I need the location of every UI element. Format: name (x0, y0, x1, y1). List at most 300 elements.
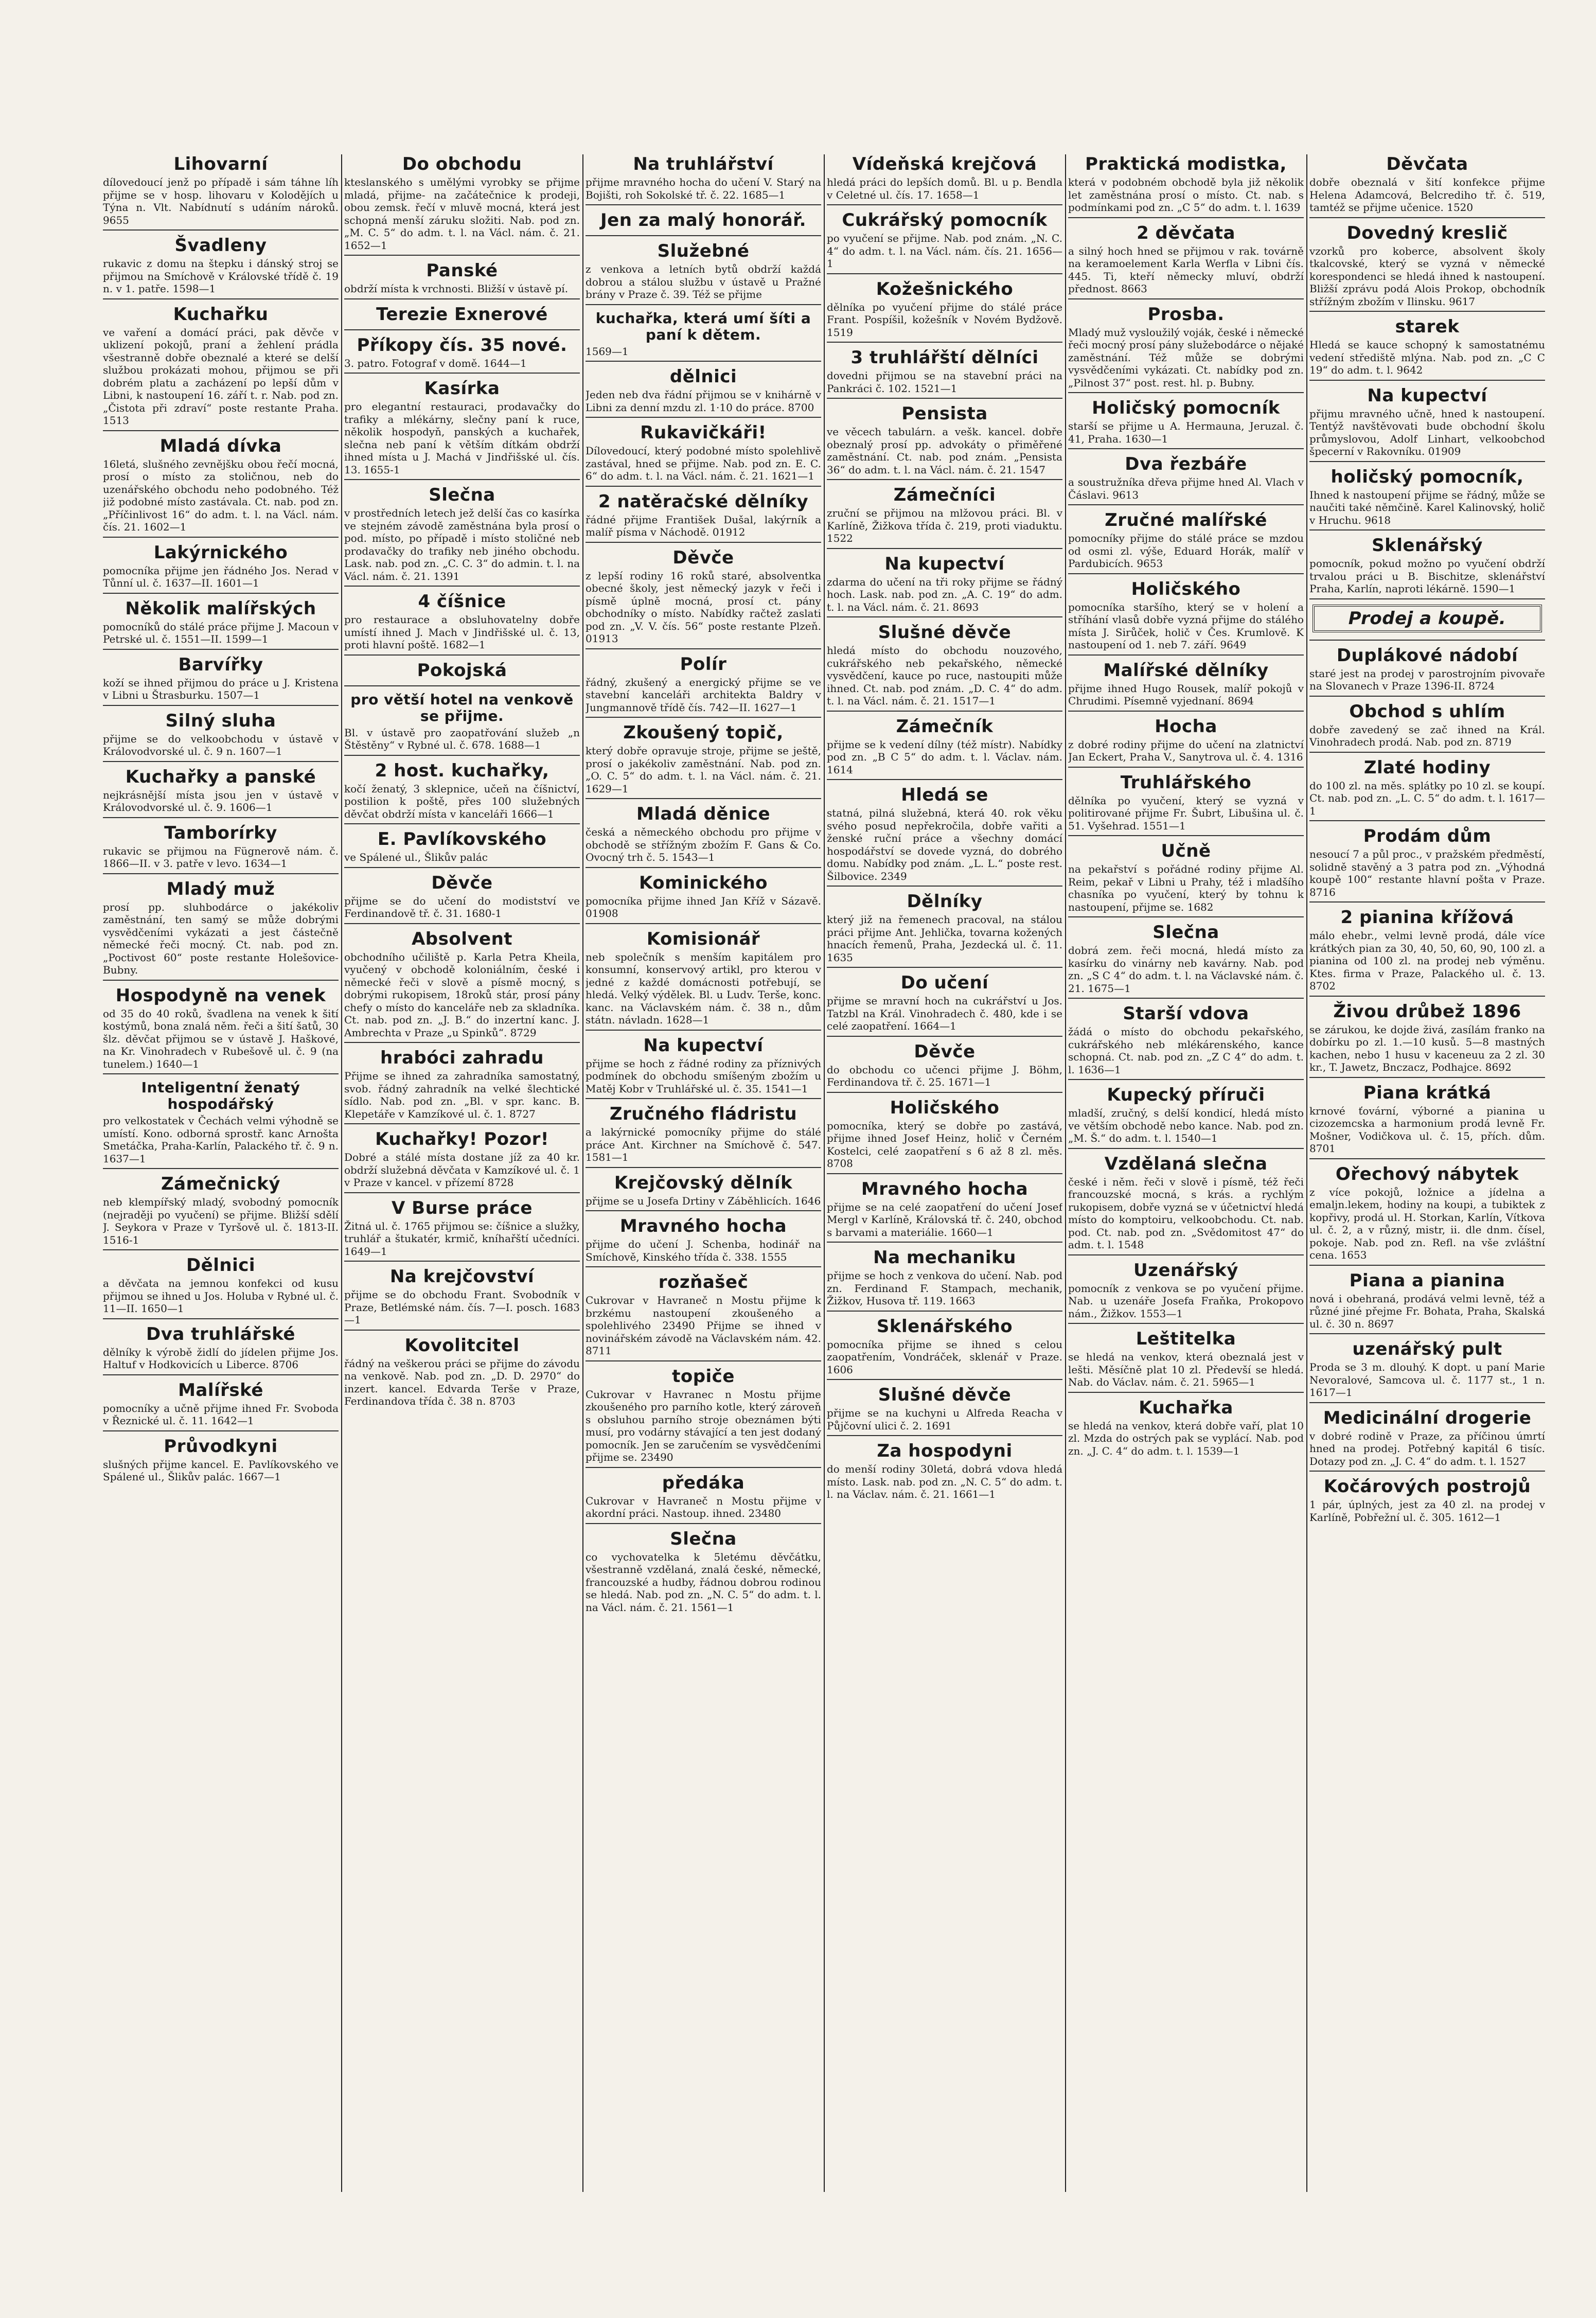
ad-heading: Děvče (914, 1041, 976, 1062)
classified-ad (827, 717, 1062, 781)
ad-text: ve věcech tabulárn. a vešk. kancel. dobře obeznalý prosí pp. advokáty o přiměřené zaměstnání. Ct. nab. pod znám. „Pensista 36“ do adm. t. l. na Václ. nám. č. 21. 1547 (827, 426, 1062, 476)
ad-text: přijme se do obchodu Frant. Svobodník v Praze, Betlémské nám. čís. 7—I. posch. 1683—1 (344, 1288, 580, 1326)
classified-ad (1068, 841, 1304, 917)
classified-ad (586, 154, 821, 205)
classified-ad (1309, 758, 1545, 822)
ad-text: přijme ihned Hugo Rousek, malíř pokojů v Chrudimi. Písemně vyjednaní. 8694 (1068, 682, 1304, 707)
classified-ad (1309, 702, 1545, 753)
ad-heading: Zručného fládristu (609, 1104, 797, 1124)
ad-text: neb klempířský mladý, svobodný pomocník (nejraději po vyučení) se přijme. Bližší sdělí J. Seykora v Praze v Tyršově ul. č. 1813-II. 1516-1 (103, 1196, 339, 1246)
ad-text: Jeden neb dva řádní přijmou se v knihárně v Libni za denní mzdu zl. 1·10 do práce. 8700 (586, 388, 821, 414)
classified-ad (103, 236, 339, 299)
column-rule (341, 154, 342, 2192)
classified-ad (827, 623, 1062, 712)
ad-heading: Pensista (901, 403, 988, 424)
ad-text: do menší rodiny 30letá, dobrá vdova hledá místo. Lask. nab. pod zn. „N. C. 5“ do adm. t. l. na Václav. nám. č. 21. 1661—1 (827, 1463, 1062, 1500)
ad-heading: Dva truhlářské (146, 1323, 295, 1344)
ad-text: přijme se na kuchyni u Alfreda Reacha v Půjčovní ulici č. 2. 1691 (827, 1407, 1062, 1432)
classified-ad (1068, 454, 1304, 505)
classified-ad (827, 348, 1062, 399)
ad-heading: Slečna (429, 485, 495, 505)
classified-ad (103, 599, 339, 650)
ad-heading: Vídeňská krejčová (852, 154, 1037, 174)
ad-heading: Holičského (890, 1097, 1000, 1118)
classified-ad (1068, 773, 1304, 837)
ad-heading: Dovedný kreslič (1346, 222, 1508, 243)
ad-heading: Do obchodu (402, 154, 522, 174)
classified-ad (1068, 1154, 1304, 1255)
ad-heading: 2 natěračské dělníky (598, 491, 809, 512)
ad-text: Hledá se kauce schopný k samostatnému vedení střediště mlýna. Nab. pod zn. „C C 19“ do adm. t. l. 9642 (1309, 339, 1545, 376)
ad-text: žádá o místo do obchodu pekařského, cukrářského neb mlékárenského, kance schopná. Ct. nab. pod zn. „Z C 4“ do adm. t. l. 1636—1 (1068, 1025, 1304, 1076)
ad-heading: Starší vdova (1123, 1003, 1249, 1024)
classified-ad (1068, 1261, 1304, 1324)
classified-ad (586, 1529, 821, 1617)
ad-text: Dílovedoucí, který podobné místo spolehlivě zastával, hned se přijme. Nab. pod zn. E. C. 6“ do adm. t. l. na Václ. nám. č. 21. 1621—1 (586, 445, 821, 482)
ad-text: prosí pp. sluhbodárce o jakékoliv zaměstnání, ten samý se může dobrými vysvědčeními vykázati a jest částečně německé řeči mocný. Ct. nab. pod zn. „Poctivost 60“ poste restante Holešovice-Bubny. (103, 900, 339, 976)
ad-text: Cukrovar v Havraneč n Mostu přijme k brzkému nastoupení zkoušeného a spolehlivého 23490 Přijme se ihned v novinářském závodě na Václavském nám. 42. 8711 (586, 1294, 821, 1357)
ad-text: přijme se u Josefa Drtiny v Záběhlicích. 1646 (586, 1194, 821, 1207)
ad-text: 1 pár, úplných, jest za 40 zl. na prodej v Karlíně, Pobřežní ul. č. 305. 1612—1 (1309, 1498, 1545, 1524)
classified-ad (1309, 154, 1545, 218)
ad-heading: Prodám dům (1363, 826, 1492, 846)
column-3 (586, 154, 821, 2192)
column-rule (824, 154, 825, 2192)
ad-heading: Praktická modistka, (1085, 154, 1287, 174)
ad-heading: Tamborírky (164, 822, 277, 843)
classified-ad (1309, 1164, 1545, 1266)
classified-ad (586, 548, 821, 649)
column-rule (1306, 154, 1307, 2192)
ad-text: v prostředních letech jež delší čas co kasírka ve stejném závodě zaměstnána byla prosí o pod. místo, po případě i místo stoličné neb prodavačky do trafiky neb jiného obchodu. Lask. nab. pod zn. „C. C. 3“ do admin. t. l. na Václ. nám. č. 21. 1391 (344, 507, 580, 582)
classified-ad (1309, 536, 1545, 599)
ad-heading: Mravného hocha (861, 1178, 1028, 1199)
ad-heading: Švadleny (174, 235, 267, 256)
ad-heading: Mravného hocha (619, 1216, 787, 1236)
ad-heading: Služebné (657, 241, 750, 261)
classified-ad (586, 1216, 821, 1267)
ad-text: statná, pilná služebná, která 40. rok věku svého posud nepřekročila, dobře vařiti a ženské ruční práce a všechny domácí hospodářství se dovede vyzná, do dobrého domu. Nabídky pod znám. „L. L.“ poste rest. Šilbovice. 2349 (827, 807, 1062, 882)
ad-text: se hledá na venkov, která obeznalá jest v lešti. Měsíčně plat 10 zl. Předevší se hledá. Nab. do Václav. nám. č. 21. 5965—1 (1068, 1351, 1304, 1388)
classified-ad (827, 210, 1062, 274)
classified-ad (1309, 1339, 1545, 1403)
ad-heading: Na kupectví (884, 553, 1005, 574)
ad-text: pro velkostatek v Čechách velmi výhodně se umístí. Kono. odborná sprostř. kanc Arnošta Smetáčka, Praha-Karlín, Palackého tř. č. 9 n. 1637—1 (103, 1114, 339, 1165)
ad-heading: Jen za malý honorář. (600, 210, 807, 231)
classified-ad (103, 154, 339, 231)
ad-text: od 35 do 40 roků, švadlena na venek k šití kostýmů, bona znalá něm. řeči a šití šatů, 30 šlz. děvčat přijmou se v ústavě J. Haškové, na Kr. Vinohradech v Rubešově ul. č. 9 (na tunelem.) 1640—1 (103, 1007, 339, 1070)
ad-text: z lepší rodiny 16 roků staré, absolventka obecné školy, jest německý jazyk v řeči i písmě úplně mocná, prosí ct. pány obchodníky o místo. Nabídky račtež zaslati pod zn. „V. V. čís. 56“ poste restante Plzeň. 01913 (586, 569, 821, 645)
classified-ad (1068, 717, 1304, 768)
ad-text: přijme mravného hocha do učení V. Starý na Bojišti, roh Sokolské tř. č. 22. 1685—1 (586, 176, 821, 201)
ad-text: dělníka po vyučení přijme do stálé práce Frant. Pospíšil, kožešník v Novém Bydžově. 1519 (827, 300, 1062, 339)
ad-text: zruční se přijmou na mlžovou práci. Bl. v Karlíně, Žižkova třída č. 219, proti viaduktu. 1522 (827, 507, 1062, 544)
classified-ad (103, 1437, 339, 1487)
ad-heading: uzenářský pult (1352, 1339, 1502, 1359)
classified-ad (827, 279, 1062, 343)
ad-heading: Kominického (639, 872, 768, 893)
ad-heading: Rukavičkáři! (640, 422, 767, 443)
classified-ad (103, 823, 339, 874)
ad-heading: 4 číšnice (418, 591, 506, 612)
classified-ad (1068, 510, 1304, 574)
ad-text: česká a německého obchodu pro přijme v obchodě se střížným zbožím F. Gans & Co. Ovocný trh č. 5. 1543—1 (586, 826, 821, 863)
ad-text: pomocníka, který se dobře po zastává, přijme ihned Josef Heinz, holič v Černém Kostelci, celé zaopatření s 6 až 8 zl. měs. 8708 (827, 1119, 1062, 1170)
ad-heading: Truhlářského (1120, 772, 1252, 793)
ad-heading: Příkopy čís. 35 nové. (357, 334, 568, 356)
ad-heading: Malířské dělníky (1103, 660, 1269, 681)
classified-ad (586, 804, 821, 868)
classified-ad (344, 1336, 580, 1411)
ad-text: starší se přijme u A. Hermauna, Jeruzal. č. 41, Praha. 1630—1 (1068, 420, 1304, 445)
classified-ad (1068, 223, 1304, 299)
ad-text: přijme se hoch z řádné rodiny za příznivých podmínek do obchodu smíšeným zbožím u Matěj Kobr v Truhlářské ul. č. 35. 1541—1 (586, 1057, 821, 1095)
ad-text: kočí ženatý, 3 sklepnice, učeň na číšnictví, postilion k poště, přes 100 služebných děvčat obdrží místa v kanceláři 1666—1 (344, 782, 580, 820)
ad-heading: 2 pianina křížová (1340, 907, 1514, 928)
classified-ad (827, 1317, 1062, 1381)
ad-text: a lakýrnické pomocníky přijme do stálé práce Ant. Kirchner na Smíchově č. 547. 1581—1 (586, 1126, 821, 1163)
ad-heading: Cukrářský pomocník (842, 210, 1048, 231)
ad-heading: Děvčata (1386, 154, 1468, 174)
ad-text: pomocník, pokud možno po vyučení obdrží trvalou práci u B. Bischitze, sklenářství Praha, Karlín, naproti lékárně. 1590—1 (1309, 557, 1545, 595)
ad-text: dílovedoucí jenž po případě i sám táhne líh přijme se v hosp. lihovaru v Kolodějích u Týna n. Vlt. Nabídnutí s udáním nároků. 9655 (103, 176, 339, 226)
classified-ad (103, 436, 339, 538)
ad-text: pomocníků do stálé práce přijme J. Macoun v Petrské ul. č. 1551—II. 1599—1 (103, 620, 339, 645)
classified-ad (1068, 1398, 1304, 1461)
classified-ad (827, 1042, 1062, 1093)
classified-ad (586, 1272, 821, 1361)
ad-heading: Medicinální drogerie (1323, 1407, 1532, 1428)
ad-text: pomocník z venkova se po vyučení přijme. Nab. u uzenáře Josefa Fraňka, Prokopovo nám., Žižkov. 1553—1 (1068, 1282, 1304, 1320)
classified-ad (1309, 908, 1545, 997)
classified-ad (1068, 154, 1304, 218)
ad-heading: Kočárových postrojů (1323, 1476, 1531, 1497)
ad-text: a soustružníka dřeva přijme hned Al. Vlach v Čáslavi. 9613 (1068, 476, 1304, 501)
ad-text: na pekařství s pořádné rodiny přijme Al. Reim, pekař v Libni u Prahy, též i mladšího chasníka po vyučení, který by tohnu k nastoupení, přijme se. 1682 (1068, 863, 1304, 913)
ad-text: 1569—1 (586, 345, 629, 358)
ad-heading: Obchod s uhlím (1349, 701, 1505, 722)
classified-ad (344, 379, 580, 480)
ad-heading: kuchařka, která umí šíti a paní k dětem. (595, 309, 811, 343)
ad-heading: předáka (662, 1472, 745, 1493)
ad-heading: Leštitelka (1136, 1329, 1236, 1349)
ad-heading: Kuchařky! Pozor! (375, 1129, 549, 1149)
ad-text: z více pokojů, ložnice a jídelna a emaljn.lekem, hodiny na koupi, a tubiktek z kopřivy, prodá ul. H. Storkan, Karlín, Vítkova ul. č. 2, a v různý, mistr, ii. dle dnm. čísel, pokoje. Nab. pod zn. Refl. na vše zvláštní cena. 1653 (1309, 1185, 1545, 1261)
ad-text: pomocníka přijme se ihned s celou zaopatřením, Vondráček, sklenář v Praze. 1606 (827, 1338, 1062, 1376)
ad-heading: Prodej a koupě. (1313, 605, 1542, 632)
ad-heading: holičský pomocník, (1331, 466, 1524, 487)
ad-text: do 100 zl. na měs. splátky po 10 zl. se koupí. Ct. nab. pod zn. „L. C. 5“ do adm. t. l. 1617—1 (1309, 779, 1545, 817)
ad-heading: Lakýrnického (153, 542, 288, 563)
ad-heading: Kožešnického (876, 278, 1014, 299)
ad-heading: Kuchařky a panské (125, 766, 316, 787)
classified-ad (827, 892, 1062, 968)
newspaper-page (103, 154, 1545, 2192)
column-rule (1065, 154, 1066, 2192)
ad-text: přijme se hoch z venkova do učení. Nab. pod zn. Ferdinand F. Stampach, mechanik, Žižkov, Husova tř. 119. 1663 (827, 1269, 1062, 1307)
ad-text: který již na řemenech pracoval, na stálou práci přijme Ant. Jehlička, tovarna kožených hnacích řemenů, Praha, Jezdecká ul. č. 11. 1635 (827, 913, 1062, 964)
ad-heading: Kupecký příruči (1107, 1085, 1265, 1105)
classified-ad (344, 761, 580, 825)
ad-heading: 2 děvčata (1137, 222, 1235, 243)
ad-heading: Slušné děvče (878, 1385, 1012, 1405)
ad-text: pomocníka přijme jen řádného Jos. Nerad v Tůnní ul. č. 1637—II. 1601—1 (103, 564, 339, 589)
ad-text: Ihned k nastoupení přijme se řádný, může se naučiti také němčině. Karel Kalinovský, holič v Hruchu. 9618 (1309, 488, 1545, 526)
ad-text: se hledá na venkov, která dobře vaří, plat 10 zl. Mzda do ostrých pak se vyplácí. Nab. pod zn. „J. C. 4“ do adm. t. l. 1539—1 (1068, 1419, 1304, 1457)
ad-heading: hrabóci zahradu (380, 1048, 544, 1068)
classified-ad (827, 404, 1062, 480)
classified-ad (344, 305, 580, 330)
classified-ad (344, 1198, 580, 1262)
ad-heading: Krejčovský dělník (614, 1172, 793, 1193)
ad-text: nová i obehraná, prodává velmi levně, též a různé jiné přejme Fr. Bohata, Praha, Skalská ul. č. 30 n. 8697 (1309, 1292, 1545, 1330)
classified-ad (1068, 398, 1304, 449)
ad-heading: Ořechový nábytek (1335, 1163, 1519, 1184)
classified-ad (586, 1104, 821, 1168)
ad-text: krnové ťovární, výborné a pianina u cizozemcska a harmonium prodá levně Fr. Mošner, Vodičkova ul. č. 15, přích. dům. 8701 (1309, 1104, 1545, 1155)
ad-text: rukavic se přijmou na Fügnerově nám. č. 1866—II. v 3. patře v levo. 1634—1 (103, 844, 339, 870)
classified-ad (344, 692, 580, 756)
classified-ad (586, 723, 821, 799)
ad-heading: Hocha (1155, 716, 1217, 737)
classified-ad (1068, 923, 1304, 999)
ad-heading: Mladá děnice (636, 804, 771, 824)
classified-ad (103, 1324, 339, 1375)
ad-heading: Zlaté hodiny (1363, 757, 1491, 778)
ad-text: který dobře opravuje stroje, přijme se ještě, prosí o jakékoliv zaměstnání. Nab. pod zn. „O. C. 5“ do adm. t. l. na Václ. nám. č. 21. 1629—1 (586, 745, 821, 795)
ad-text: hledá práci do lepších domů. Bl. u p. Bendla v Celetné ul. čís. 17. 1658—1 (827, 176, 1062, 201)
ad-heading: Mladý muž (166, 878, 275, 899)
ad-text: přijme do učení J. Schenba, hodinář na Smíchově, Kinského třída č. 338. 1555 (586, 1238, 821, 1263)
classified-ad (827, 154, 1062, 205)
column-5 (1068, 154, 1304, 2192)
classified-ad (586, 367, 821, 418)
ad-heading: Slečna (670, 1528, 737, 1549)
ad-text: pro restaurace a obsluhovatelny dobře umístí ihned J. Mach v Jindřišské ul. č. 13, proti hlavní poště. 1682—1 (344, 613, 580, 651)
ad-text: obchodního učiliště p. Karla Petra Kheila, vyučený v obchodě koloniálním, české i německé řeči v slově a písmě mocný, s dobrými rukopisem, 18roků stár, prosí pány chefy o místo do kanceláře neb za skladníka. Ct. nab. pod zn. „J. B.“ do inzertní kanc. J. Ambrechta v Praze „u Spinků“. 8729 (344, 950, 580, 1039)
classified-ad (1309, 1477, 1545, 1527)
ad-heading: Na kupectví (1367, 385, 1487, 406)
ad-heading: Malířské (178, 1379, 263, 1401)
ad-heading: 3 truhlářští dělníci (850, 347, 1039, 368)
ad-heading: Vzdělaná slečna (1104, 1153, 1268, 1174)
ad-text: přijmu mravného učně, hned k nastoupení. Tentýž navštěvovati bude obchodní školu průmyslovou, Adolf Linhart, velkoobchod špecerní v Rakovníku. 01909 (1309, 407, 1545, 457)
ad-text: přijme se do učení do modistství ve Ferdinandově tř. č. 31. 1680-1 (344, 894, 580, 919)
ad-text: co vychovatelka k 5letému děvčátku, všestranně vzdělaná, znalá české, německé, francouzské a hudby, řádnou dobrou rodinou se hledá. Nab. pod zn. „N. C. 5“ do adm. t. l. na Václ. nám. č. 21. 1561—1 (586, 1550, 821, 1614)
classified-ad (1309, 1002, 1545, 1078)
column-rule (582, 154, 583, 2192)
ad-text: pro elegantní restauraci, prodavačky do trafiky a mlékárny, slečny paní k ruce, několik hospodyň, panských a kuchařek, slečna neb paní k větším dítkám obdrží ihned místa u J. Machá v Jindřišské ul. čís. 13. 1655-1 (344, 400, 580, 476)
classified-ad (344, 1267, 580, 1331)
classified-ad (344, 661, 580, 686)
ad-text: v dobré rodině v Praze, za příčinou úmrtí hned na prodej. Potřebný kapitál 6 tisíc. Dotazy pod zn. „J. C. 4“ do adm. t. l. 1527 (1309, 1429, 1545, 1467)
classified-ad (344, 1048, 580, 1124)
ad-heading: Sklenářský (1372, 535, 1483, 556)
ad-text: ve vaření a domácí práci, pak děvče v uklizení pokojů, praní a žehlení prádla všestranně dobře obeznalé a které se delší službou prokázati mohou, přijmou se při dobrém platu a zacházení po lepší dům v Libni, k nastoupení 16. září t. r. Nab. pod zn. „Čistota při zdraví“ poste restante Praha. 1513 (103, 326, 339, 427)
classified-ad (1309, 467, 1545, 531)
ad-text: Žitná ul. č. 1765 přijmou se: číšnice a služky, truhlář a štukatér, krmič, kníhařští učedníci. 1649—1 (344, 1219, 580, 1258)
ad-heading: Na krejčovství (389, 1266, 535, 1287)
ad-text: Mladý muž vysloužilý voják, české i německé řeči mocný prosí pány služebodárce o nějaké zaměstnání. Též může se dobrými vysvědčeními vykázati. Ct. nabídky pod zn. „Pilnost 37“ post. rest. hl. p. Bubny. (1068, 326, 1304, 389)
ad-heading: Piana a pianina (1349, 1270, 1505, 1291)
ad-heading: Učně (1161, 841, 1211, 861)
ad-text: Dobré a stálé místa dostane jíž za 40 kr. obdrží služebná děvčata v Kamzíkové ul. č. 1 v Praze v kancel. v přízemí 8728 (344, 1151, 580, 1189)
classified-ad (827, 1441, 1062, 1504)
classified-ad (586, 423, 821, 487)
classified-ad (103, 767, 339, 818)
ad-heading: Živou drůbež 1896 (1333, 1001, 1521, 1022)
ad-text: koží se ihned přijmou do práce u J. Kristena v Libni u Štrasburku. 1507—1 (103, 676, 339, 701)
ad-heading: Duplákové nádobí (1336, 645, 1518, 666)
ad-text: 16letá, slušného zevnějšku obou řečí mocná, prosí o místo za stoličnou, neb do uzenářského obchodu neho podobného. Též již podobné místo zastávala. Ct. nab. pod zn. „Příčinlivost 16“ do adm. t. l. na Václ. nám. čís. 21. 1602—1 (103, 457, 339, 533)
classified-ad (1309, 826, 1545, 903)
ad-text: rukavic z domu na štepku i dánský stroj se přijmou na Smíchově v Královské třídě č. 19 n. v 1. patře. 1598—1 (103, 257, 339, 295)
ad-heading: Za hospodyni (877, 1441, 1013, 1461)
classified-ad (344, 154, 580, 256)
ad-heading: Kuchařku (173, 304, 269, 325)
ad-heading: Zámečnický (161, 1174, 281, 1194)
classified-ad (1068, 1004, 1304, 1080)
classified-ad (344, 592, 580, 656)
ad-text: řádný, zkušený a energický přijme se ve stavební kanceláři architekta Baldry v Jungmannově třídě čís. 742—II. 1627—1 (586, 676, 821, 714)
ad-heading: Sklenářského (876, 1316, 1013, 1337)
column-1 (103, 154, 339, 2192)
ad-heading: Na mechaniku (873, 1247, 1016, 1268)
ad-heading: pro větší hotel na venkově se přijme. (350, 691, 574, 724)
classified-ad (1309, 605, 1545, 641)
ad-heading: Holičský pomocník (1092, 398, 1280, 418)
ad-heading: Prosba. (1147, 304, 1225, 325)
ad-heading: Dělnici (186, 1255, 256, 1276)
classified-ad (344, 1129, 580, 1193)
ad-text: přijme se na celé zaopatření do učení Josef Mergl v Karlíně, Královská tř. č. 240, obchod s barvami a materiálie. 1660—1 (827, 1200, 1062, 1238)
ad-text: ve Spálené ul., Šlikův palác (344, 851, 488, 863)
classified-ad (1309, 1083, 1545, 1159)
classified-ad (103, 986, 339, 1075)
classified-ad (103, 1080, 339, 1169)
ad-heading: Zručné malířské (1105, 510, 1267, 530)
ad-heading: Zámečníci (893, 485, 996, 505)
ad-heading: Panské (426, 260, 498, 281)
classified-ad (103, 879, 339, 981)
classified-ad (1309, 1408, 1545, 1472)
ad-text: přijme se mravní hoch na cukrářství u Jos. Tatzbl na Král. Vinohradech č. 480, kde i se celé zaopatření. 1664—1 (827, 995, 1062, 1032)
ad-heading: 2 host. kuchařky, (375, 760, 549, 781)
classified-ad (1068, 305, 1304, 394)
ad-text: která v podobném obchodě byla již několik let zaměstnána prosí o místo. Ct. nab. s podmínkami pod zn. „C 5“ do adm. t. l. 1639 (1068, 176, 1304, 214)
ad-heading: Kuchařka (1139, 1397, 1233, 1418)
column-2 (344, 154, 580, 2192)
column-4 (827, 154, 1062, 2192)
ad-text: hledá místo do obchodu nouzového, cukrářského neb pekařského, německé vysvědčení, kauce po ruce, nastoupiti může ihned. Ct. nab. pod znám. „D. C. 4“ do adm. t. l. na Václ. nám. č. 21. 1517—1 (827, 644, 1062, 707)
classified-ad (344, 829, 580, 868)
ad-heading: Děvče (672, 547, 734, 568)
ad-heading: Slečna (1152, 922, 1219, 943)
classified-ad (586, 210, 821, 236)
ad-heading: Zkoušený topič, (623, 722, 784, 743)
ad-text: neb společník s menším kapitálem pro konsumní, konservový artikl, pro kterou v jedné z každé domácnosti potřebují, se hledá. Velký výdělek. Bl. u Ludv. Terše, konc. kanc. na Václavském nám. č. 38 n., dům státn. návladn. 1628—1 (586, 950, 821, 1026)
ad-text: řádné přijme František Dušal, lakýrník a malíř písma v Náchodě. 01912 (586, 513, 821, 538)
ad-heading: E. Pavlíkovského (377, 829, 547, 850)
ad-text: se zárukou, ke dojde živá, zasílám franko na dobírku po zl. 1.—10 kusů. 5—8 mastných kachen, nebo 1 husu v kaceneuu za 2 zl. 30 kr., T. Jawetz, Bnczacz, Podhajce. 8692 (1309, 1023, 1545, 1073)
ad-text: z venkova a letních bytů obdrží každá dobrou a stálou službu v ústavě u Pražné brány v Praze č. 39. Též se přijme (586, 263, 821, 300)
classified-ad (1309, 1271, 1545, 1335)
classified-ad (1068, 579, 1304, 656)
ad-text: a děvčata na jemnou konfekci od kusu přijmou se ihned u Jos. Holuba v Rybné ul. č. 11—II. 1650—1 (103, 1277, 339, 1315)
ad-heading: Komisionář (646, 928, 760, 949)
ad-text: přijme se k vedení dílny (též místr). Nabídky pod zn. „B C 5“ do adm. t. l. Václav. nám. 1614 (827, 738, 1062, 776)
classified-ad (1068, 1085, 1304, 1149)
ad-text: pomocníka přijme ihned Jan Kříž v Sázavě. 01908 (586, 894, 821, 919)
ad-text: staré jest na prodej v parostrojním pivovaře na Slovanech v Praze 1396-II. 8724 (1309, 667, 1545, 692)
ad-heading: dělnici (669, 366, 737, 387)
ad-text: kteslanského s umělými vyrobky se přijme mladá, přijme- na začátečnice k prodeji, obou zemsk. řečí v mluvě mocná, která jest schopná menší záruku složiti. Nab. pod zn. „M. C. 5“ do adm. t. l. na Václ. nám. č. 21. 1652—1 (344, 176, 580, 252)
classified-ad (586, 1367, 821, 1468)
ad-heading: Zámečník (896, 716, 994, 737)
ad-heading: Pokojská (417, 660, 507, 681)
classified-ad (103, 1381, 339, 1431)
classified-ad (827, 1248, 1062, 1312)
ad-text: pomocníky a učně přijme ihned Fr. Svoboda v Řeznické ul. č. 11. 1642—1 (103, 1402, 339, 1427)
ad-heading: Silný sluha (165, 710, 276, 731)
ad-heading: Lihovarní (173, 154, 268, 174)
classified-ad (1068, 661, 1304, 712)
ad-heading: topiče (672, 1366, 735, 1387)
ad-heading: Inteligentní ženatý hospodářský (141, 1079, 300, 1112)
ad-text: 3. patro. Fotograf v domě. 1644—1 (344, 357, 527, 369)
classified-ad (344, 873, 580, 924)
ad-heading: Kovolitcitel (404, 1335, 520, 1356)
classified-ad (344, 261, 580, 299)
classified-ad (827, 485, 1062, 549)
classified-ad (344, 335, 580, 374)
ad-text: řádný na veškerou práci se přijme do závodu na venkově. Nab. pod zn. „D. D. 2970“ do inzert. kancel. Edvarda Terše v Praze, Ferdinandova třída č. 38 n. 8703 (344, 1357, 580, 1407)
ad-text: nejkrásnější místa jsou jen v ústavě v Královodvorské ul. č. 9. 1606—1 (103, 788, 339, 813)
ad-text: dělníka po vyučení, který se vyzná v politirované přijme Fr. Šubrt, Libušina ul. č. 51. Vyšehrad. 1551—1 (1068, 794, 1304, 832)
ad-heading: Mladá dívka (159, 435, 282, 456)
ad-heading: Dělníky (907, 891, 983, 912)
classified-ad (586, 654, 821, 718)
ad-text: Bl. v ústavě pro zaopatřování služeb „n Štěstěny“ v Rybné ul. č. 678. 1688—1 (344, 726, 580, 751)
ad-text: pomocníky přijme do stálé práce se mzdou od osmi zl. výše, Eduard Horák, malíř v Pardubicích. 9653 (1068, 532, 1304, 570)
ad-text: obdrží místa k vrchnosti. Bližší v ústavě pí. (344, 282, 569, 295)
ad-text: dobrá zem. řeči mocná, hledá místo za kasírku do vinárny neb kavárny. Nab. pod zn. „S C 4“ do adm. t. l. na Václavské nám. č. 21. 1675—1 (1068, 944, 1304, 995)
ad-text: do obchodu co učenci přijme J. Böhm, Ferdinandova tř. č. 25. 1671—1 (827, 1063, 1062, 1088)
ad-heading: Holičského (1131, 578, 1241, 599)
ad-text: české i něm. řeči v slově i písmě, též řeči francouzské mocná, s krás. a rychlým rukopisem, dobře vyzná se v účetnictví hledá místo do komptoiru, velkoobchodu. Ct. nab. pod. Ct. nab. pod zn. „Svědomitost 47“ do adm. t. l. 1548 (1068, 1175, 1304, 1251)
ad-heading: Piana krátká (1363, 1082, 1492, 1103)
ad-heading: Uzenářský (1133, 1260, 1238, 1281)
classified-ad (103, 711, 339, 762)
classified-ad (827, 1179, 1062, 1243)
ad-text: dovedni přijmou se na stavební práci na Pankráci č. 102. 1521—1 (827, 369, 1062, 395)
classified-ad (586, 310, 821, 362)
classified-ad (103, 655, 339, 706)
ad-heading: V Burse práce (392, 1197, 533, 1218)
ad-text: slušných přijme kancel. E. Pavlíkovského ve Spálené ul., Šlikův palác. 1667—1 (103, 1458, 339, 1483)
classified-ad (344, 929, 580, 1043)
ad-text: zdarma do učení na tři roky přijme se řádný hoch. Lask. nab. pod zn. „A. C. 19“ do adm. t. l. na Václ. nám. č. 21. 8693 (827, 575, 1062, 613)
ad-heading: starek (1395, 316, 1460, 337)
ad-heading: Na truhlářství (633, 154, 774, 174)
ad-heading: Dva řezbáře (1125, 454, 1247, 474)
column-6 (1309, 154, 1545, 2192)
classified-ad (1309, 646, 1545, 697)
classified-ad (586, 1173, 821, 1212)
ad-text: dělníky k výrobě židlí do jídelen přijme Jos. Haltuf v Hodkovicích u Liberce. 8706 (103, 1346, 339, 1371)
ad-text: málo ehebr., velmi levně prodá, dále více krátkých pian za 30, 40, 50, 60, 90, 100 zl. a pianina od 100 zl. na prodej neb výměnu. Ktes. firma v Praze, Palackého ul. č. 13. 8702 (1309, 929, 1545, 992)
ad-text: Proda se 3 m. dlouhý. K dopt. u paní Marie Nevoralové, Samcova ul. č. 1177 st., 1 n. 1617—1 (1309, 1361, 1545, 1399)
